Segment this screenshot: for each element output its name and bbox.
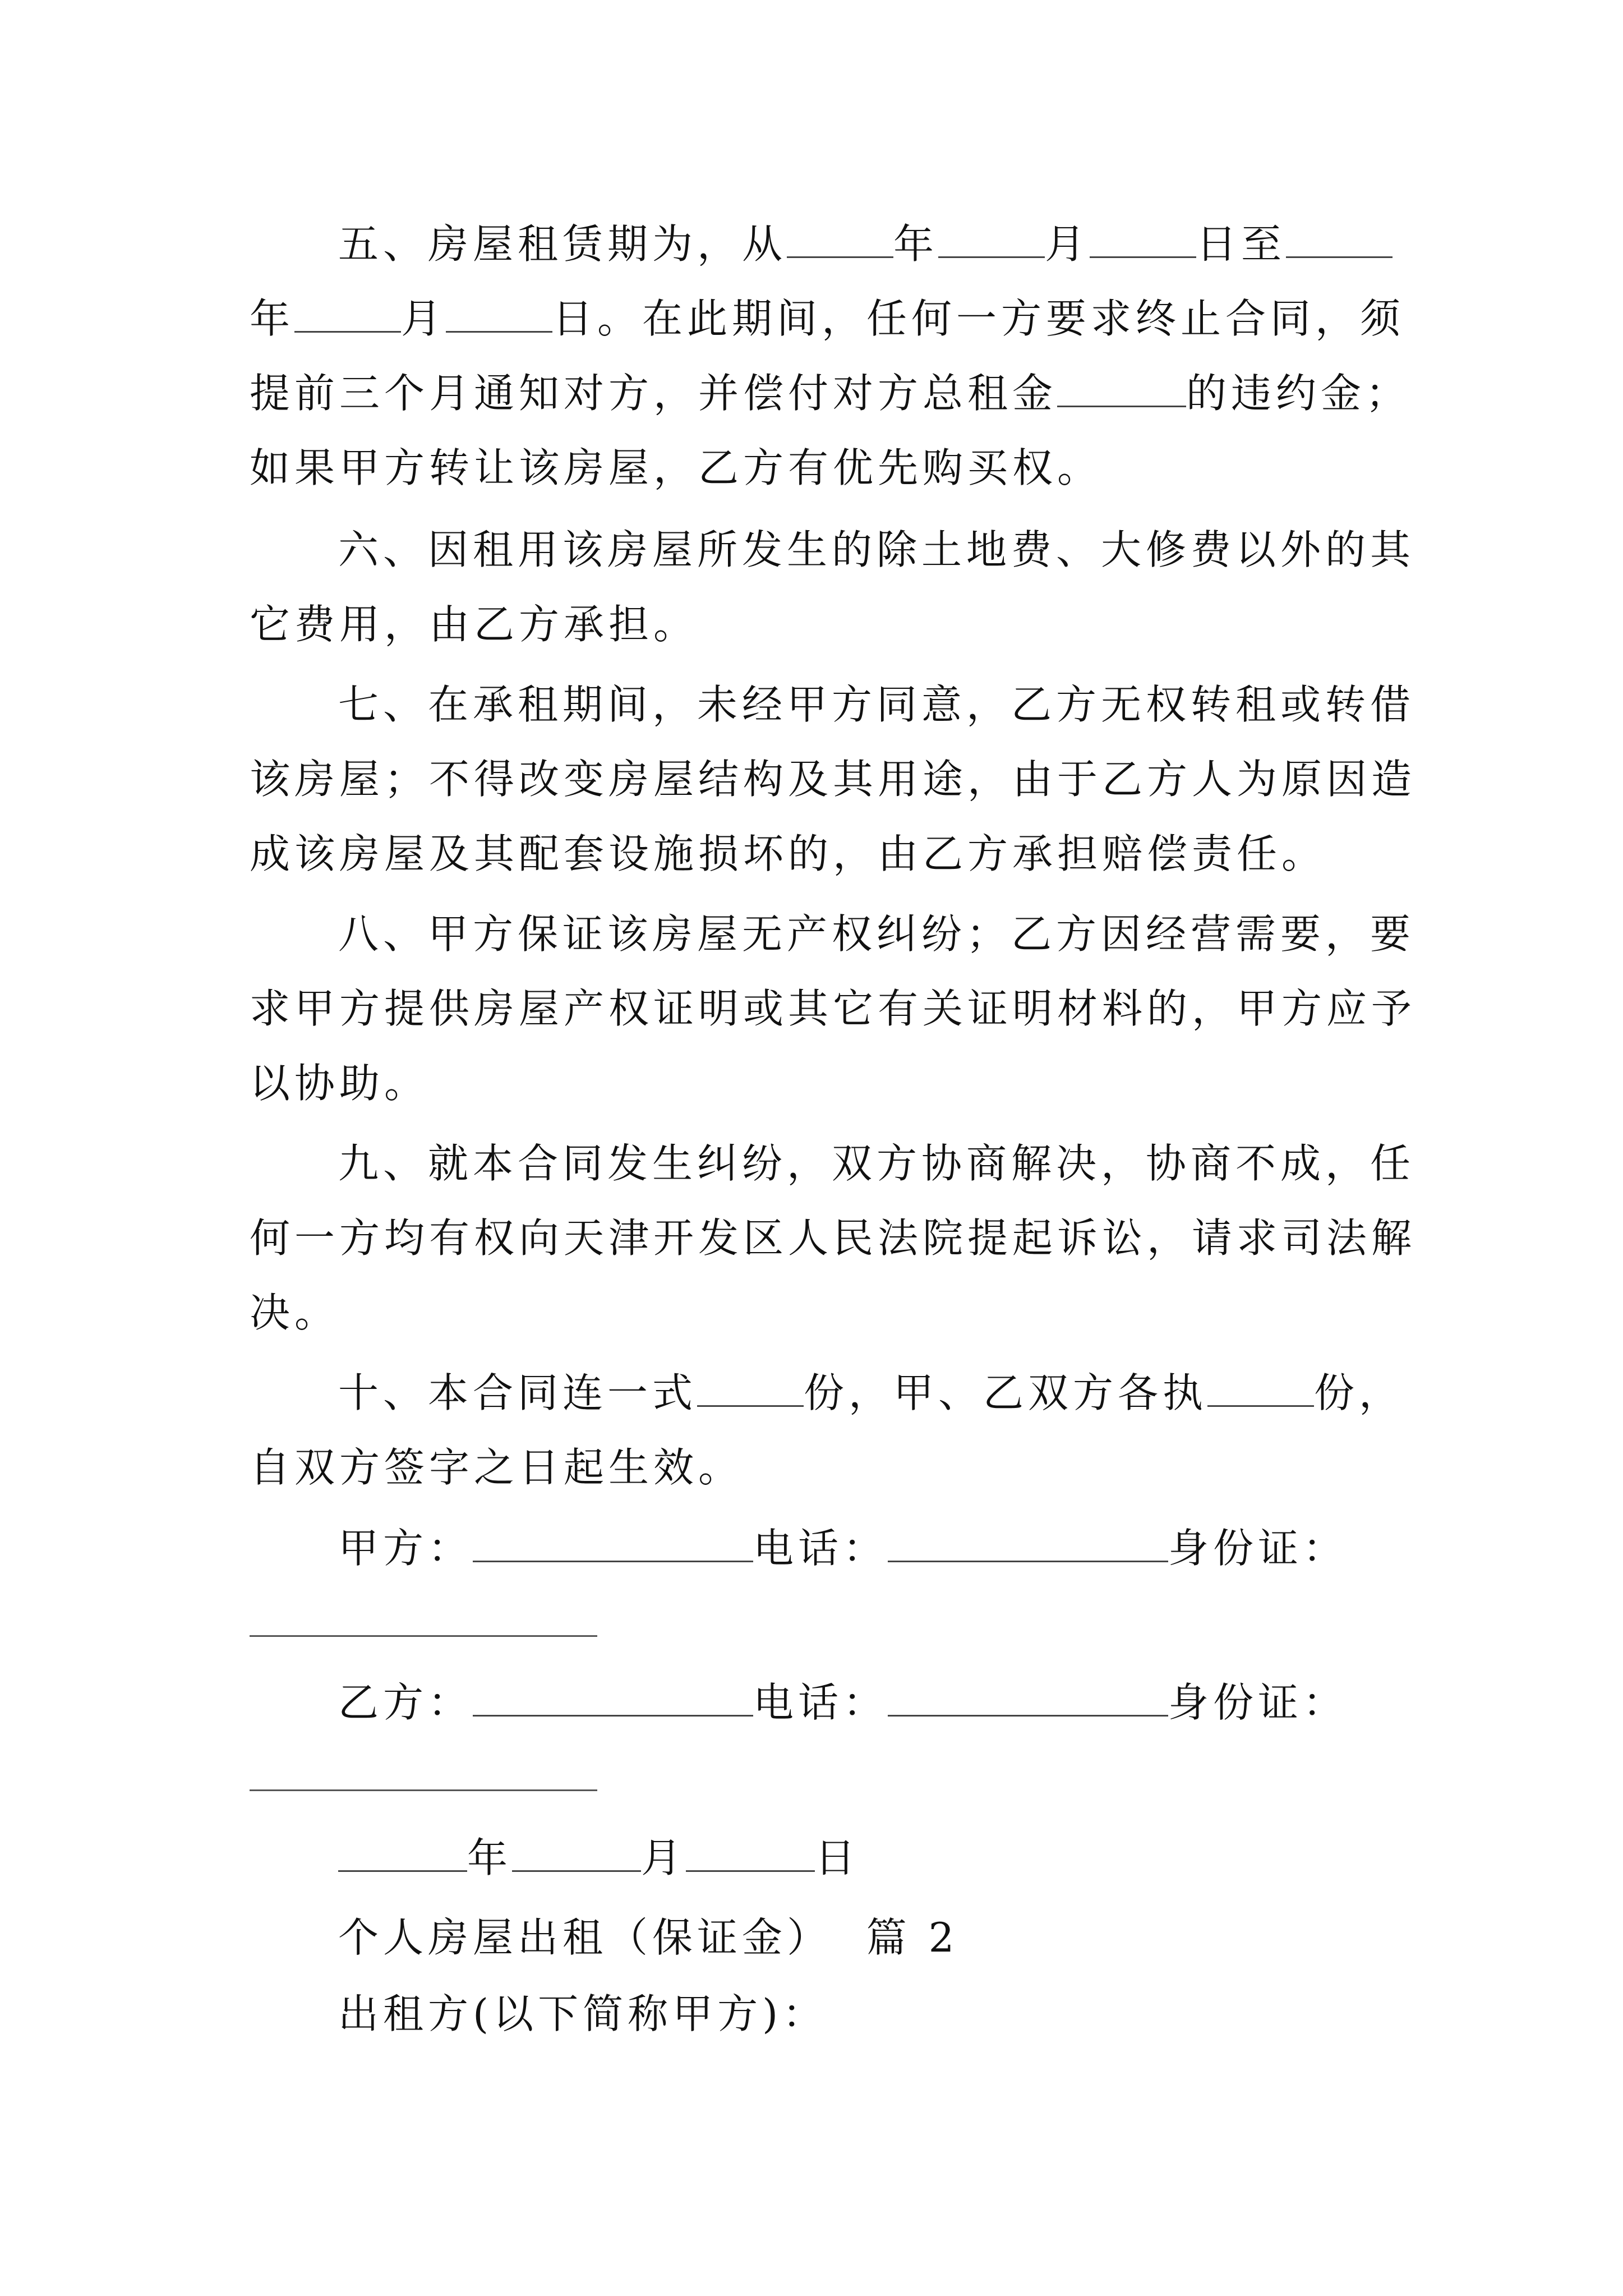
date-line: 年 月 日 [338, 1830, 860, 1886]
clause-10-line-1: 十、本合同连一式 份，甲、乙双方各执 份， [338, 1369, 1404, 1416]
section-title: 个人房屋出租（保证金） 篇 2 [338, 1914, 959, 1961]
lessor-line: 出租方(以下简称甲方)： [338, 1990, 828, 2037]
blank-field [1090, 222, 1196, 258]
blank-field [1286, 222, 1393, 258]
clause-5-line-1: 五、房屋租赁期为，从 年 月 日至 [338, 216, 1393, 272]
document-page [250, 0, 1417, 2296]
party-b-id-blank [250, 1789, 597, 1791]
clause-5-line-2: 年 月 日。在此期间，任何一方要求终止合同，须 [250, 295, 1405, 342]
party-a-signature-line: 甲方： 电话： 身份证： [338, 1525, 1348, 1572]
clause-9-line-2: 何一方均有权向天津开发区人民法院提起诉讼，请求司法解 [250, 1214, 1417, 1262]
clause-5-line-4: 如果甲方转让该房屋，乙方有优先购买权。 [250, 444, 1103, 491]
party-a-phone-blank [888, 1526, 1168, 1562]
clause-8-line-1: 八、甲方保证该房屋无产权纠纷；乙方因经营需要，要 [338, 910, 1415, 958]
party-a-id-blank [250, 1635, 597, 1637]
blank-field [1207, 1370, 1314, 1407]
blank-field [294, 296, 401, 333]
party-b-phone-blank [888, 1680, 1168, 1717]
clause-7-line-3: 成该房屋及其配套设施损坏的，由乙方承担赔偿责任。 [250, 830, 1327, 877]
party-b-signature-line: 乙方： 电话： 身份证： [338, 1679, 1348, 1726]
blank-field [697, 1370, 804, 1407]
month-blank [512, 1835, 641, 1872]
clause-8-line-3: 以协助。 [250, 1060, 430, 1107]
clause-7-line-2: 该房屋；不得改变房屋结构及其用途，由于乙方人为原因造 [250, 756, 1417, 803]
clause-6-line-1: 六、因租用该房屋所发生的除土地费、大修费以外的其 [338, 526, 1415, 573]
clause-5-line-3: 提前三个月通知对方，并偿付对方总租金 的违约金； [250, 370, 1411, 417]
day-blank [686, 1835, 815, 1872]
clause-10-line-2: 自双方签字之日起生效。 [250, 1444, 744, 1491]
clause-9-line-1: 九、就本合同发生纠纷，双方协商解决，协商不成，任 [338, 1140, 1415, 1187]
party-a-name-blank [473, 1526, 753, 1562]
clause-7-line-1: 七、在承租期间，未经甲方同意，乙方无权转租或转借 [338, 681, 1415, 728]
blank-field [787, 222, 893, 258]
clause-6-line-2: 它费用，由乙方承担。 [250, 601, 699, 648]
blank-field [938, 222, 1045, 258]
year-blank [338, 1835, 467, 1872]
blank-field [446, 296, 552, 333]
clause-9-line-3: 决。 [250, 1289, 340, 1336]
blank-field [1057, 371, 1186, 407]
party-b-name-blank [473, 1680, 753, 1717]
clause-8-line-2: 求甲方提供房屋产权证明或其它有关证明材料的，甲方应予 [250, 985, 1417, 1032]
